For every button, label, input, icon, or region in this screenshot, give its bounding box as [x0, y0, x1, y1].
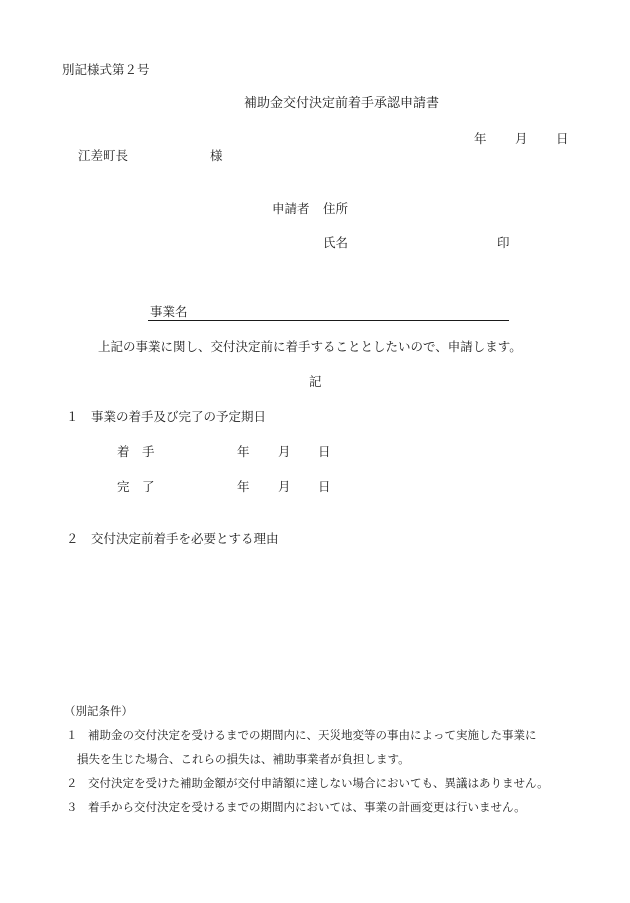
document-title: 補助金交付決定前着手承認申請書 [244, 96, 440, 111]
condition-number: １ [66, 728, 78, 742]
body-text: 上記の事業に関し、交付決定前に着手することとしたいので、申請します。 [98, 339, 522, 354]
project-name-label: 事業名 [150, 304, 188, 319]
condition-text: 交付決定を受けた補助金額が交付申請額に達しない場合においても、異議はありません。 [88, 776, 549, 790]
addressee-honorific: 様 [210, 148, 223, 163]
section-2-title: 交付決定前着手を必要とする理由 [91, 531, 279, 546]
applicant-address-label: 住所 [323, 201, 349, 216]
condition-number: ２ [66, 776, 78, 790]
schedule-month-label: 月 [278, 479, 291, 494]
date-year-label: 年 [474, 131, 487, 146]
form-number: 別記様式第２号 [62, 62, 150, 77]
schedule-month-label: 月 [278, 444, 291, 459]
section-1-number: １ [66, 409, 79, 424]
condition-text-continued: 損失を生じた場合、これらの損失は、補助事業者が負担します。 [77, 752, 410, 766]
condition-text: 補助金の交付決定を受けるまでの期間内に、天災地変等の事由によって実施した事業に [88, 728, 537, 742]
applicant-name-label: 氏名 [323, 235, 349, 250]
section-2-number: ２ [66, 531, 79, 546]
schedule-year-label: 年 [237, 444, 250, 459]
schedule-year-label: 年 [237, 479, 250, 494]
schedule-row-label: 着 手 [117, 444, 155, 459]
notation-ki: 記 [309, 374, 322, 389]
schedule-day-label: 日 [318, 479, 331, 494]
condition-text: 着手から交付決定を受けるまでの期間内においては、事業の計画変更は行いません。 [88, 800, 526, 814]
section-1-title: 事業の着手及び完了の予定期日 [91, 409, 267, 424]
schedule-day-label: 日 [318, 444, 331, 459]
date-month-label: 月 [515, 131, 528, 146]
addressee-name: 江差町長 [78, 148, 129, 163]
condition-number: ３ [66, 800, 78, 814]
conditions-heading: （別記条件） [64, 704, 133, 718]
schedule-row-label: 完 了 [117, 479, 155, 494]
applicant-label: 申請者 [272, 201, 310, 216]
project-name-underline [148, 320, 509, 321]
seal-label: 印 [497, 235, 510, 250]
date-day-label: 日 [556, 131, 569, 146]
